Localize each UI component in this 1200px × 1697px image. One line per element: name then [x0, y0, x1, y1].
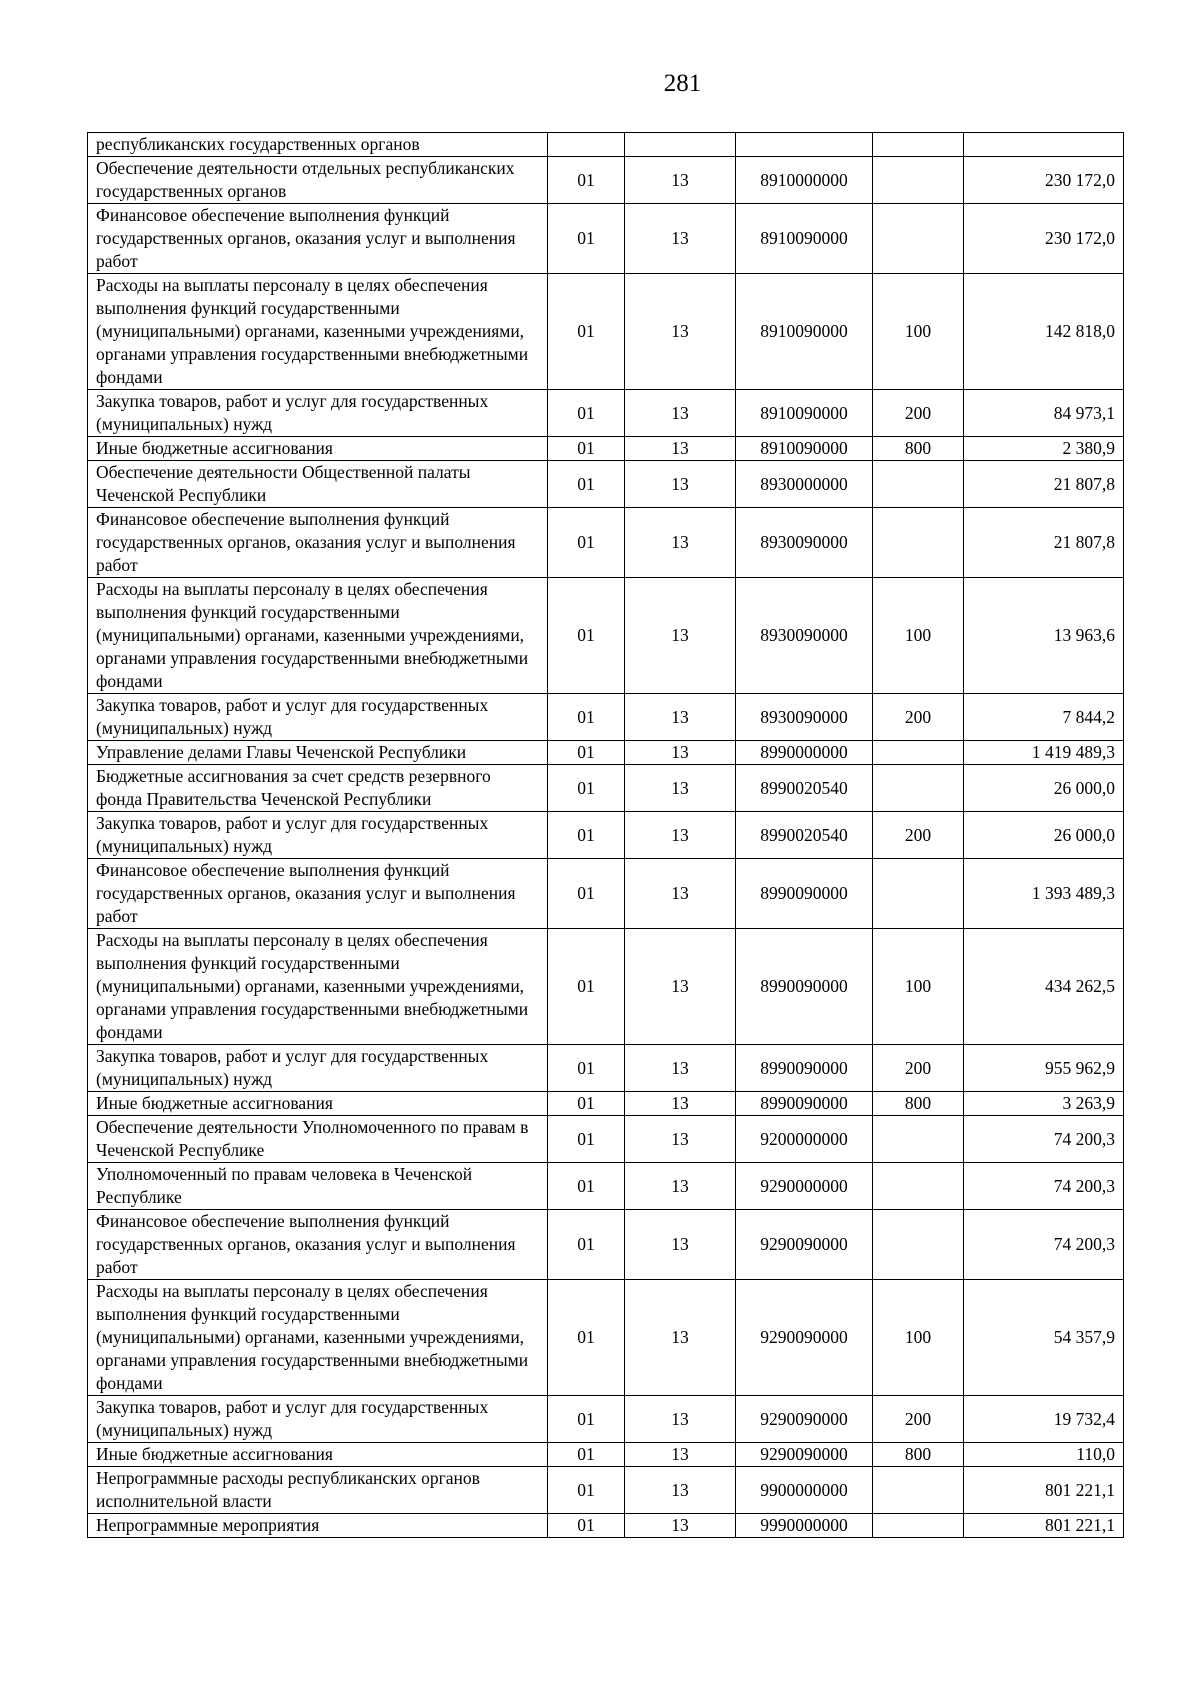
section-code-cell: 01 [548, 1514, 625, 1538]
subsection-code-cell: 13 [625, 1045, 736, 1092]
table-row [88, 859, 1124, 929]
target-article-cell: 8990020540 [736, 765, 873, 812]
amount-cell: 230 172,0 [964, 204, 1124, 274]
expense-type-cell: 200 [873, 1045, 964, 1092]
expense-type-cell: 100 [873, 274, 964, 390]
expense-name-cell: Непрограммные мероприятия [88, 1514, 548, 1538]
table-row [88, 274, 1124, 390]
section-code-cell: 01 [548, 765, 625, 812]
target-article-cell: 8990090000 [736, 929, 873, 1045]
expense-name-cell: Обеспечение деятельности Общественной палаты Чеченской Республики [88, 461, 548, 508]
amount-cell: 1 393 489,3 [964, 859, 1124, 929]
expense-type-cell [873, 1210, 964, 1280]
subsection-code-cell: 13 [625, 1396, 736, 1443]
amount-cell: 26 000,0 [964, 765, 1124, 812]
table-row [88, 812, 1124, 859]
expense-type-cell: 200 [873, 390, 964, 437]
section-code-cell: 01 [548, 694, 625, 741]
expense-type-cell [873, 1514, 964, 1538]
expense-type-cell [873, 461, 964, 508]
amount-cell: 955 962,9 [964, 1045, 1124, 1092]
amount-cell: 3 263,9 [964, 1092, 1124, 1116]
amount-cell: 74 200,3 [964, 1116, 1124, 1163]
expense-name-cell: Обеспечение деятельности Уполномоченного по правам в Чеченской Республике [88, 1116, 548, 1163]
amount-cell: 230 172,0 [964, 157, 1124, 204]
section-code-cell: 01 [548, 1467, 625, 1514]
amount-cell: 801 221,1 [964, 1467, 1124, 1514]
target-article-cell: 8930090000 [736, 694, 873, 741]
expense-name-cell: Закупка товаров, работ и услуг для государственных (муниципальных) нужд [88, 390, 548, 437]
table-row [88, 437, 1124, 461]
amount-cell: 110,0 [964, 1443, 1124, 1467]
expense-type-cell [873, 1163, 964, 1210]
amount-cell [964, 133, 1124, 157]
table-row [88, 508, 1124, 578]
table-row [88, 765, 1124, 812]
target-article-cell: 9290090000 [736, 1443, 873, 1467]
table-row [88, 1210, 1124, 1280]
target-article-cell: 8930000000 [736, 461, 873, 508]
subsection-code-cell [625, 133, 736, 157]
target-article-cell: 8910000000 [736, 157, 873, 204]
expense-name-cell: Расходы на выплаты персоналу в целях обеспечения выполнения функций государственными (муниципальными) органами, казенными учреждениями, органами управления государственными внебюджетными фондами [88, 578, 548, 694]
table-row [88, 1092, 1124, 1116]
subsection-code-cell: 13 [625, 1116, 736, 1163]
table-row [88, 1514, 1124, 1538]
expense-type-cell [873, 133, 964, 157]
table-row [88, 1116, 1124, 1163]
expense-type-cell: 100 [873, 1280, 964, 1396]
amount-cell: 1 419 489,3 [964, 741, 1124, 765]
expense-type-cell: 800 [873, 437, 964, 461]
section-code-cell: 01 [548, 461, 625, 508]
target-article-cell: 8930090000 [736, 578, 873, 694]
budget-table [87, 132, 1124, 1538]
target-article-cell: 8910090000 [736, 390, 873, 437]
table-row [88, 741, 1124, 765]
section-code-cell: 01 [548, 157, 625, 204]
section-code-cell: 01 [548, 437, 625, 461]
section-code-cell: 01 [548, 390, 625, 437]
expense-name-cell: Расходы на выплаты персоналу в целях обеспечения выполнения функций государственными (муниципальными) органами, казенными учреждениями, органами управления государственными внебюджетными фондами [88, 1280, 548, 1396]
amount-cell: 74 200,3 [964, 1210, 1124, 1280]
page-number: 281 [663, 70, 702, 97]
expense-name-cell: Обеспечение деятельности отдельных республиканских государственных органов [88, 157, 548, 204]
expense-type-cell: 200 [873, 1396, 964, 1443]
expense-name-cell: Финансовое обеспечение выполнения функций государственных органов, оказания услуг и выполнения работ [88, 859, 548, 929]
target-article-cell: 9990000000 [736, 1514, 873, 1538]
expense-name-cell: Иные бюджетные ассигнования [88, 1092, 548, 1116]
section-code-cell: 01 [548, 1396, 625, 1443]
subsection-code-cell: 13 [625, 1163, 736, 1210]
amount-cell: 2 380,9 [964, 437, 1124, 461]
expense-name-cell: Финансовое обеспечение выполнения функций государственных органов, оказания услуг и выполнения работ [88, 508, 548, 578]
amount-cell: 26 000,0 [964, 812, 1124, 859]
table-row [88, 1045, 1124, 1092]
section-code-cell: 01 [548, 859, 625, 929]
expense-name-cell: Закупка товаров, работ и услуг для государственных (муниципальных) нужд [88, 1396, 548, 1443]
amount-cell: 13 963,6 [964, 578, 1124, 694]
expense-type-cell: 200 [873, 812, 964, 859]
expense-type-cell: 100 [873, 578, 964, 694]
target-article-cell: 8990090000 [736, 1092, 873, 1116]
amount-cell: 21 807,8 [964, 461, 1124, 508]
subsection-code-cell: 13 [625, 578, 736, 694]
amount-cell: 7 844,2 [964, 694, 1124, 741]
subsection-code-cell: 13 [625, 461, 736, 508]
expense-type-cell [873, 508, 964, 578]
amount-cell: 19 732,4 [964, 1396, 1124, 1443]
table-row [88, 694, 1124, 741]
table-row [88, 157, 1124, 204]
expense-type-cell [873, 157, 964, 204]
table-row [88, 1396, 1124, 1443]
table-row [88, 1163, 1124, 1210]
expense-name-cell: Непрограммные расходы республиканских органов исполнительной власти [88, 1467, 548, 1514]
amount-cell: 801 221,1 [964, 1514, 1124, 1538]
expense-name-cell: Финансовое обеспечение выполнения функций государственных органов, оказания услуг и выполнения работ [88, 1210, 548, 1280]
amount-cell: 54 357,9 [964, 1280, 1124, 1396]
target-article-cell: 9290090000 [736, 1280, 873, 1396]
amount-cell: 21 807,8 [964, 508, 1124, 578]
target-article-cell: 9900000000 [736, 1467, 873, 1514]
section-code-cell: 01 [548, 508, 625, 578]
expense-name-cell: Уполномоченный по правам человека в Чеченской Республике [88, 1163, 548, 1210]
subsection-code-cell: 13 [625, 274, 736, 390]
target-article-cell: 9290090000 [736, 1396, 873, 1443]
table-row [88, 1467, 1124, 1514]
section-code-cell: 01 [548, 812, 625, 859]
budget-table-body [88, 133, 1124, 1538]
table-row [88, 929, 1124, 1045]
target-article-cell: 9200000000 [736, 1116, 873, 1163]
expense-type-cell [873, 1116, 964, 1163]
subsection-code-cell: 13 [625, 765, 736, 812]
target-article-cell: 9290090000 [736, 1210, 873, 1280]
subsection-code-cell: 13 [625, 859, 736, 929]
expense-type-cell: 200 [873, 694, 964, 741]
subsection-code-cell: 13 [625, 1443, 736, 1467]
expense-type-cell [873, 859, 964, 929]
expense-name-cell: Закупка товаров, работ и услуг для государственных (муниципальных) нужд [88, 1045, 548, 1092]
target-article-cell: 8930090000 [736, 508, 873, 578]
target-article-cell: 8990020540 [736, 812, 873, 859]
subsection-code-cell: 13 [625, 929, 736, 1045]
section-code-cell: 01 [548, 274, 625, 390]
amount-cell: 84 973,1 [964, 390, 1124, 437]
target-article-cell [736, 133, 873, 157]
amount-cell: 434 262,5 [964, 929, 1124, 1045]
section-code-cell: 01 [548, 1443, 625, 1467]
section-code-cell: 01 [548, 1092, 625, 1116]
section-code-cell: 01 [548, 1163, 625, 1210]
subsection-code-cell: 13 [625, 1280, 736, 1396]
amount-cell: 74 200,3 [964, 1163, 1124, 1210]
expense-name-cell: Расходы на выплаты персоналу в целях обеспечения выполнения функций государственными (муниципальными) органами, казенными учреждениями, органами управления государственными внебюджетными фондами [88, 274, 548, 390]
subsection-code-cell: 13 [625, 437, 736, 461]
expense-type-cell [873, 204, 964, 274]
section-code-cell: 01 [548, 1045, 625, 1092]
subsection-code-cell: 13 [625, 1092, 736, 1116]
subsection-code-cell: 13 [625, 1514, 736, 1538]
table-row [88, 578, 1124, 694]
section-code-cell: 01 [548, 1116, 625, 1163]
table-row [88, 1280, 1124, 1396]
expense-type-cell [873, 741, 964, 765]
expense-type-cell: 100 [873, 929, 964, 1045]
expense-name-cell: Управление делами Главы Чеченской Республики [88, 741, 548, 765]
target-article-cell: 9290000000 [736, 1163, 873, 1210]
expense-name-cell: Финансовое обеспечение выполнения функций государственных органов, оказания услуг и выполнения работ [88, 204, 548, 274]
table-row [88, 1443, 1124, 1467]
section-code-cell: 01 [548, 1280, 625, 1396]
expense-name-cell: республиканских государственных органов [88, 133, 548, 157]
target-article-cell: 8990090000 [736, 1045, 873, 1092]
amount-cell: 142 818,0 [964, 274, 1124, 390]
expense-name-cell: Бюджетные ассигнования за счет средств резервного фонда Правительства Чеченской Республики [88, 765, 548, 812]
subsection-code-cell: 13 [625, 694, 736, 741]
subsection-code-cell: 13 [625, 157, 736, 204]
section-code-cell: 01 [548, 1210, 625, 1280]
subsection-code-cell: 13 [625, 812, 736, 859]
expense-name-cell: Закупка товаров, работ и услуг для государственных (муниципальных) нужд [88, 812, 548, 859]
target-article-cell: 8990090000 [736, 859, 873, 929]
section-code-cell: 01 [548, 204, 625, 274]
section-code-cell [548, 133, 625, 157]
expense-type-cell: 800 [873, 1092, 964, 1116]
subsection-code-cell: 13 [625, 741, 736, 765]
expense-name-cell: Расходы на выплаты персоналу в целях обеспечения выполнения функций государственными (муниципальными) органами, казенными учреждениями, органами управления государственными внебюджетными фондами [88, 929, 548, 1045]
table-row [88, 204, 1124, 274]
subsection-code-cell: 13 [625, 390, 736, 437]
subsection-code-cell: 13 [625, 508, 736, 578]
target-article-cell: 8990000000 [736, 741, 873, 765]
subsection-code-cell: 13 [625, 204, 736, 274]
subsection-code-cell: 13 [625, 1467, 736, 1514]
expense-name-cell: Иные бюджетные ассигнования [88, 1443, 548, 1467]
section-code-cell: 01 [548, 741, 625, 765]
section-code-cell: 01 [548, 578, 625, 694]
expense-name-cell: Иные бюджетные ассигнования [88, 437, 548, 461]
table-row [88, 461, 1124, 508]
subsection-code-cell: 13 [625, 1210, 736, 1280]
section-code-cell: 01 [548, 929, 625, 1045]
expense-type-cell [873, 765, 964, 812]
target-article-cell: 8910090000 [736, 274, 873, 390]
table-row [88, 133, 1124, 157]
expense-name-cell: Закупка товаров, работ и услуг для государственных (муниципальных) нужд [88, 694, 548, 741]
table-row [88, 390, 1124, 437]
target-article-cell: 8910090000 [736, 437, 873, 461]
expense-type-cell: 800 [873, 1443, 964, 1467]
target-article-cell: 8910090000 [736, 204, 873, 274]
expense-type-cell [873, 1467, 964, 1514]
